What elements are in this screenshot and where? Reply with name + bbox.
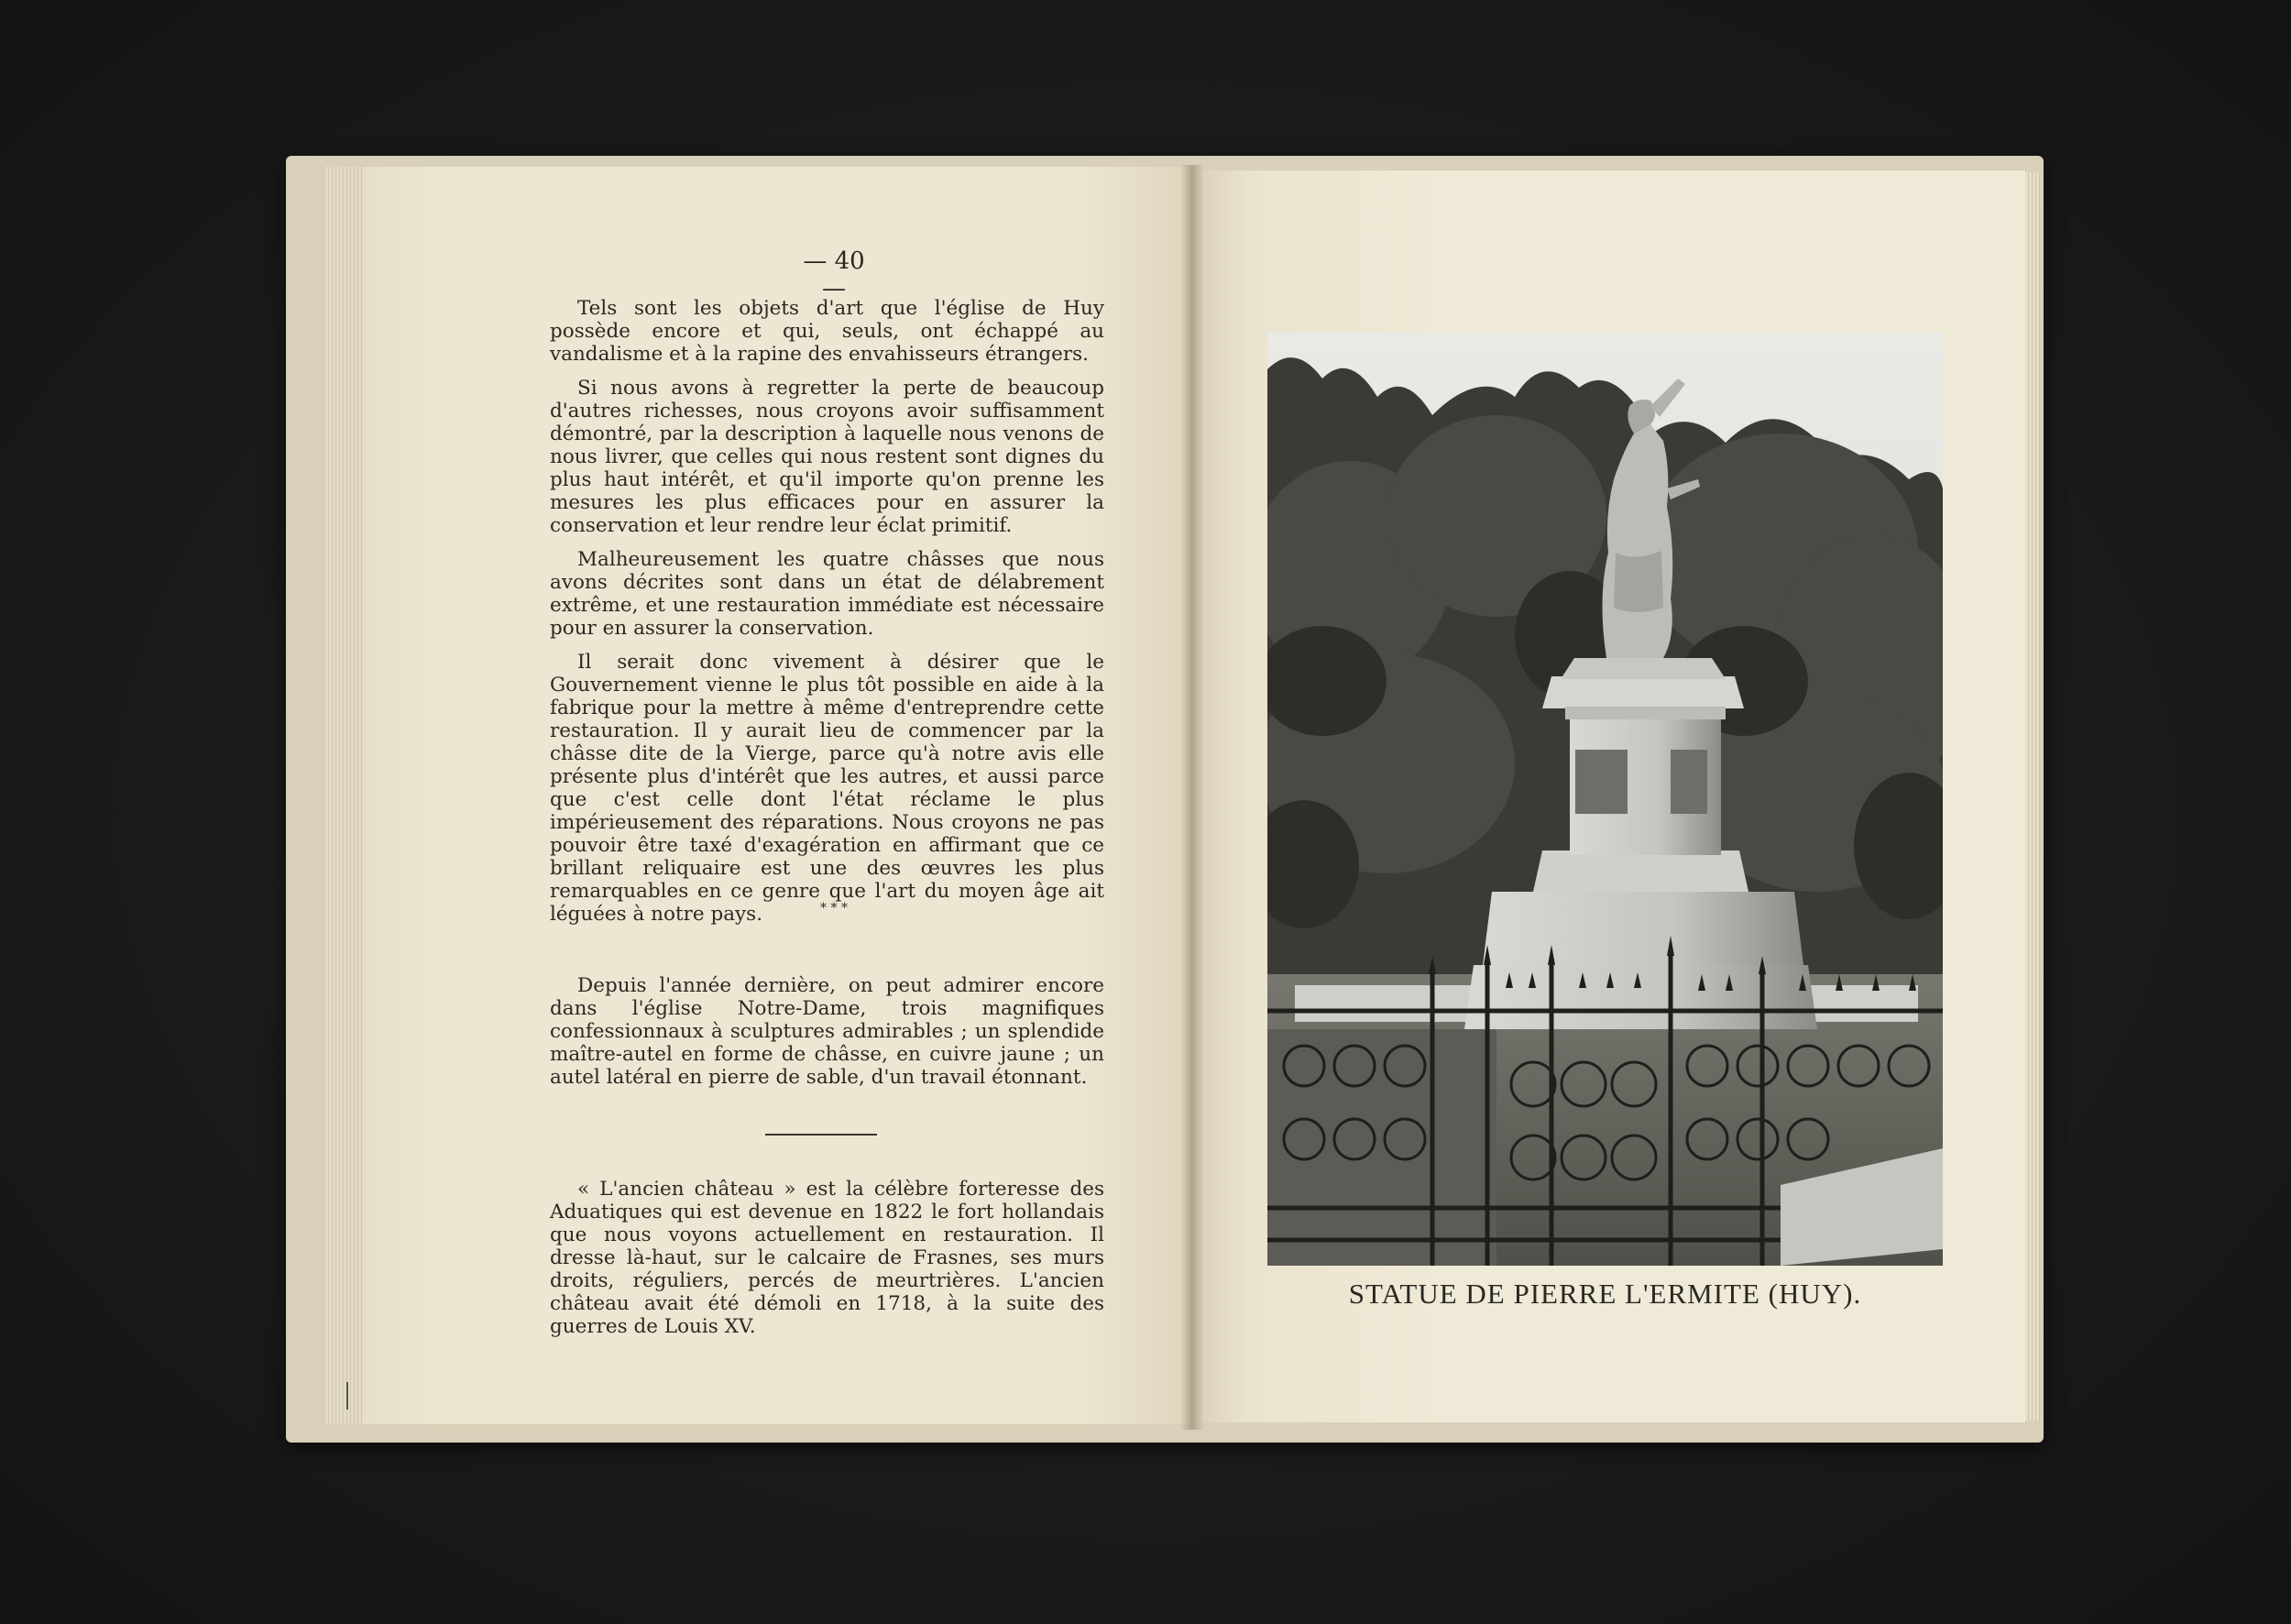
- page-edges-right: [2025, 172, 2040, 1421]
- page-number: — 40 —: [803, 247, 865, 302]
- main-text: [550, 297, 1104, 937]
- footnote-rule: [765, 1134, 877, 1136]
- paragraph: Tels sont les objets d'art que l'église de Huy possède encore et qui, seuls, ont échappé au vandalisme et à la rapine des envahisseurs étrangers.: [550, 297, 1104, 366]
- statue-photo-illustration: [1267, 333, 1943, 1266]
- addendum-text: [550, 974, 1104, 1100]
- paragraph: Depuis l'année dernière, on peut admirer encore dans l'église Notre-Dame, trois magnifiques confessionnaux à sculptures admirables ; un splendide maître-autel en forme de châsse, en cuivre jaune ; un autel latéral en pierre de sable, d'un travail étonnant.: [550, 974, 1104, 1089]
- plate-caption: STATUE DE PIERRE L'ERMITE (HUY).: [1348, 1278, 1862, 1310]
- paragraph: Il serait donc vivement à désirer que le Gouvernement vienne le plus tôt possible en aide à la fabrique pour la mettre à même d'entreprendre cette restauration. Il y aurait lieu de commencer par la châsse dite de la Vierge, parce qu'à notre avis elle présente plus d'intérêt que les autres, et aussi parce que c'est celle dont l'état réclame le plus impérieusement des réparations. Nous croyons ne pas pouvoir être taxé d'exagération en affirmant que ce brillant reliquaire est une des œuvres les plus remarquables en ce genre que l'art du moyen âge ait léguées à notre pays.: [550, 651, 1104, 926]
- paragraph: Malheureusement les quatre châsses que nous avons décrites sont dans un état de délabrement extrême, et une restauration immédiate est nécessaire pour en assurer la conservation.: [550, 548, 1104, 640]
- page-edges-left: [325, 167, 362, 1424]
- asterism: [788, 903, 880, 914]
- paragraph: Si nous avons à regretter la perte de beaucoup d'autres richesses, nous croyons avoir suffisamment démontré, par la description à laquelle nous venons de nous livrer, que celles qui nous restent sont dignes du plus haut intérêt, et qu'il importe qu'on prenne les mesures les plus efficaces pour en assurer la conservation et leur rendre leur éclat primitif.: [550, 377, 1104, 537]
- statue-photograph: [1267, 333, 1943, 1266]
- footnote-text: « L'ancien château » est la célèbre forteresse des Aduatiques qui est devenue en 1822 le fort hollandais que nous voyons actuellement en restauration. Il dresse là-haut, sur le calcaire de Frasnes, ses murs droits, réguliers, percés de meurtrières. L'ancien château avait été démoli en 1718, à la suite des guerres de Louis XV.: [550, 1178, 1104, 1338]
- asterism-glyphs: * * *: [820, 901, 848, 916]
- book-gutter: [1180, 165, 1204, 1430]
- footnote: [550, 1178, 1104, 1349]
- pencil-mark: [346, 1382, 348, 1410]
